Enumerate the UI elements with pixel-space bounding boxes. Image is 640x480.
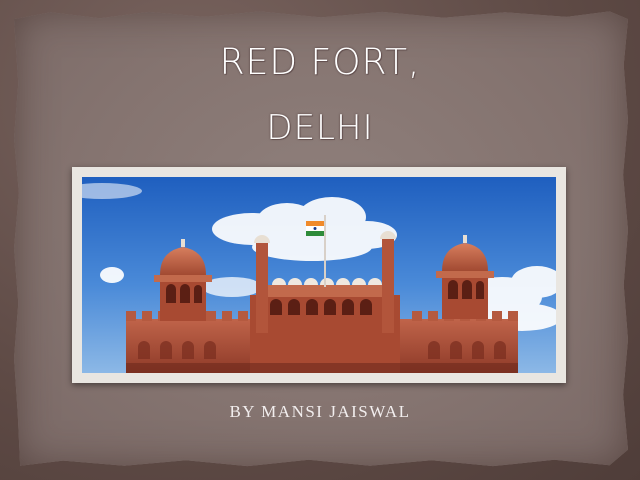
title-line-1: RED FORT, xyxy=(219,42,421,83)
red-fort-photo xyxy=(82,177,556,373)
author-byline: BY MANSI JAISWAL xyxy=(229,402,411,421)
photo-frame xyxy=(72,167,566,383)
title-line-2: DELHI xyxy=(266,108,374,148)
